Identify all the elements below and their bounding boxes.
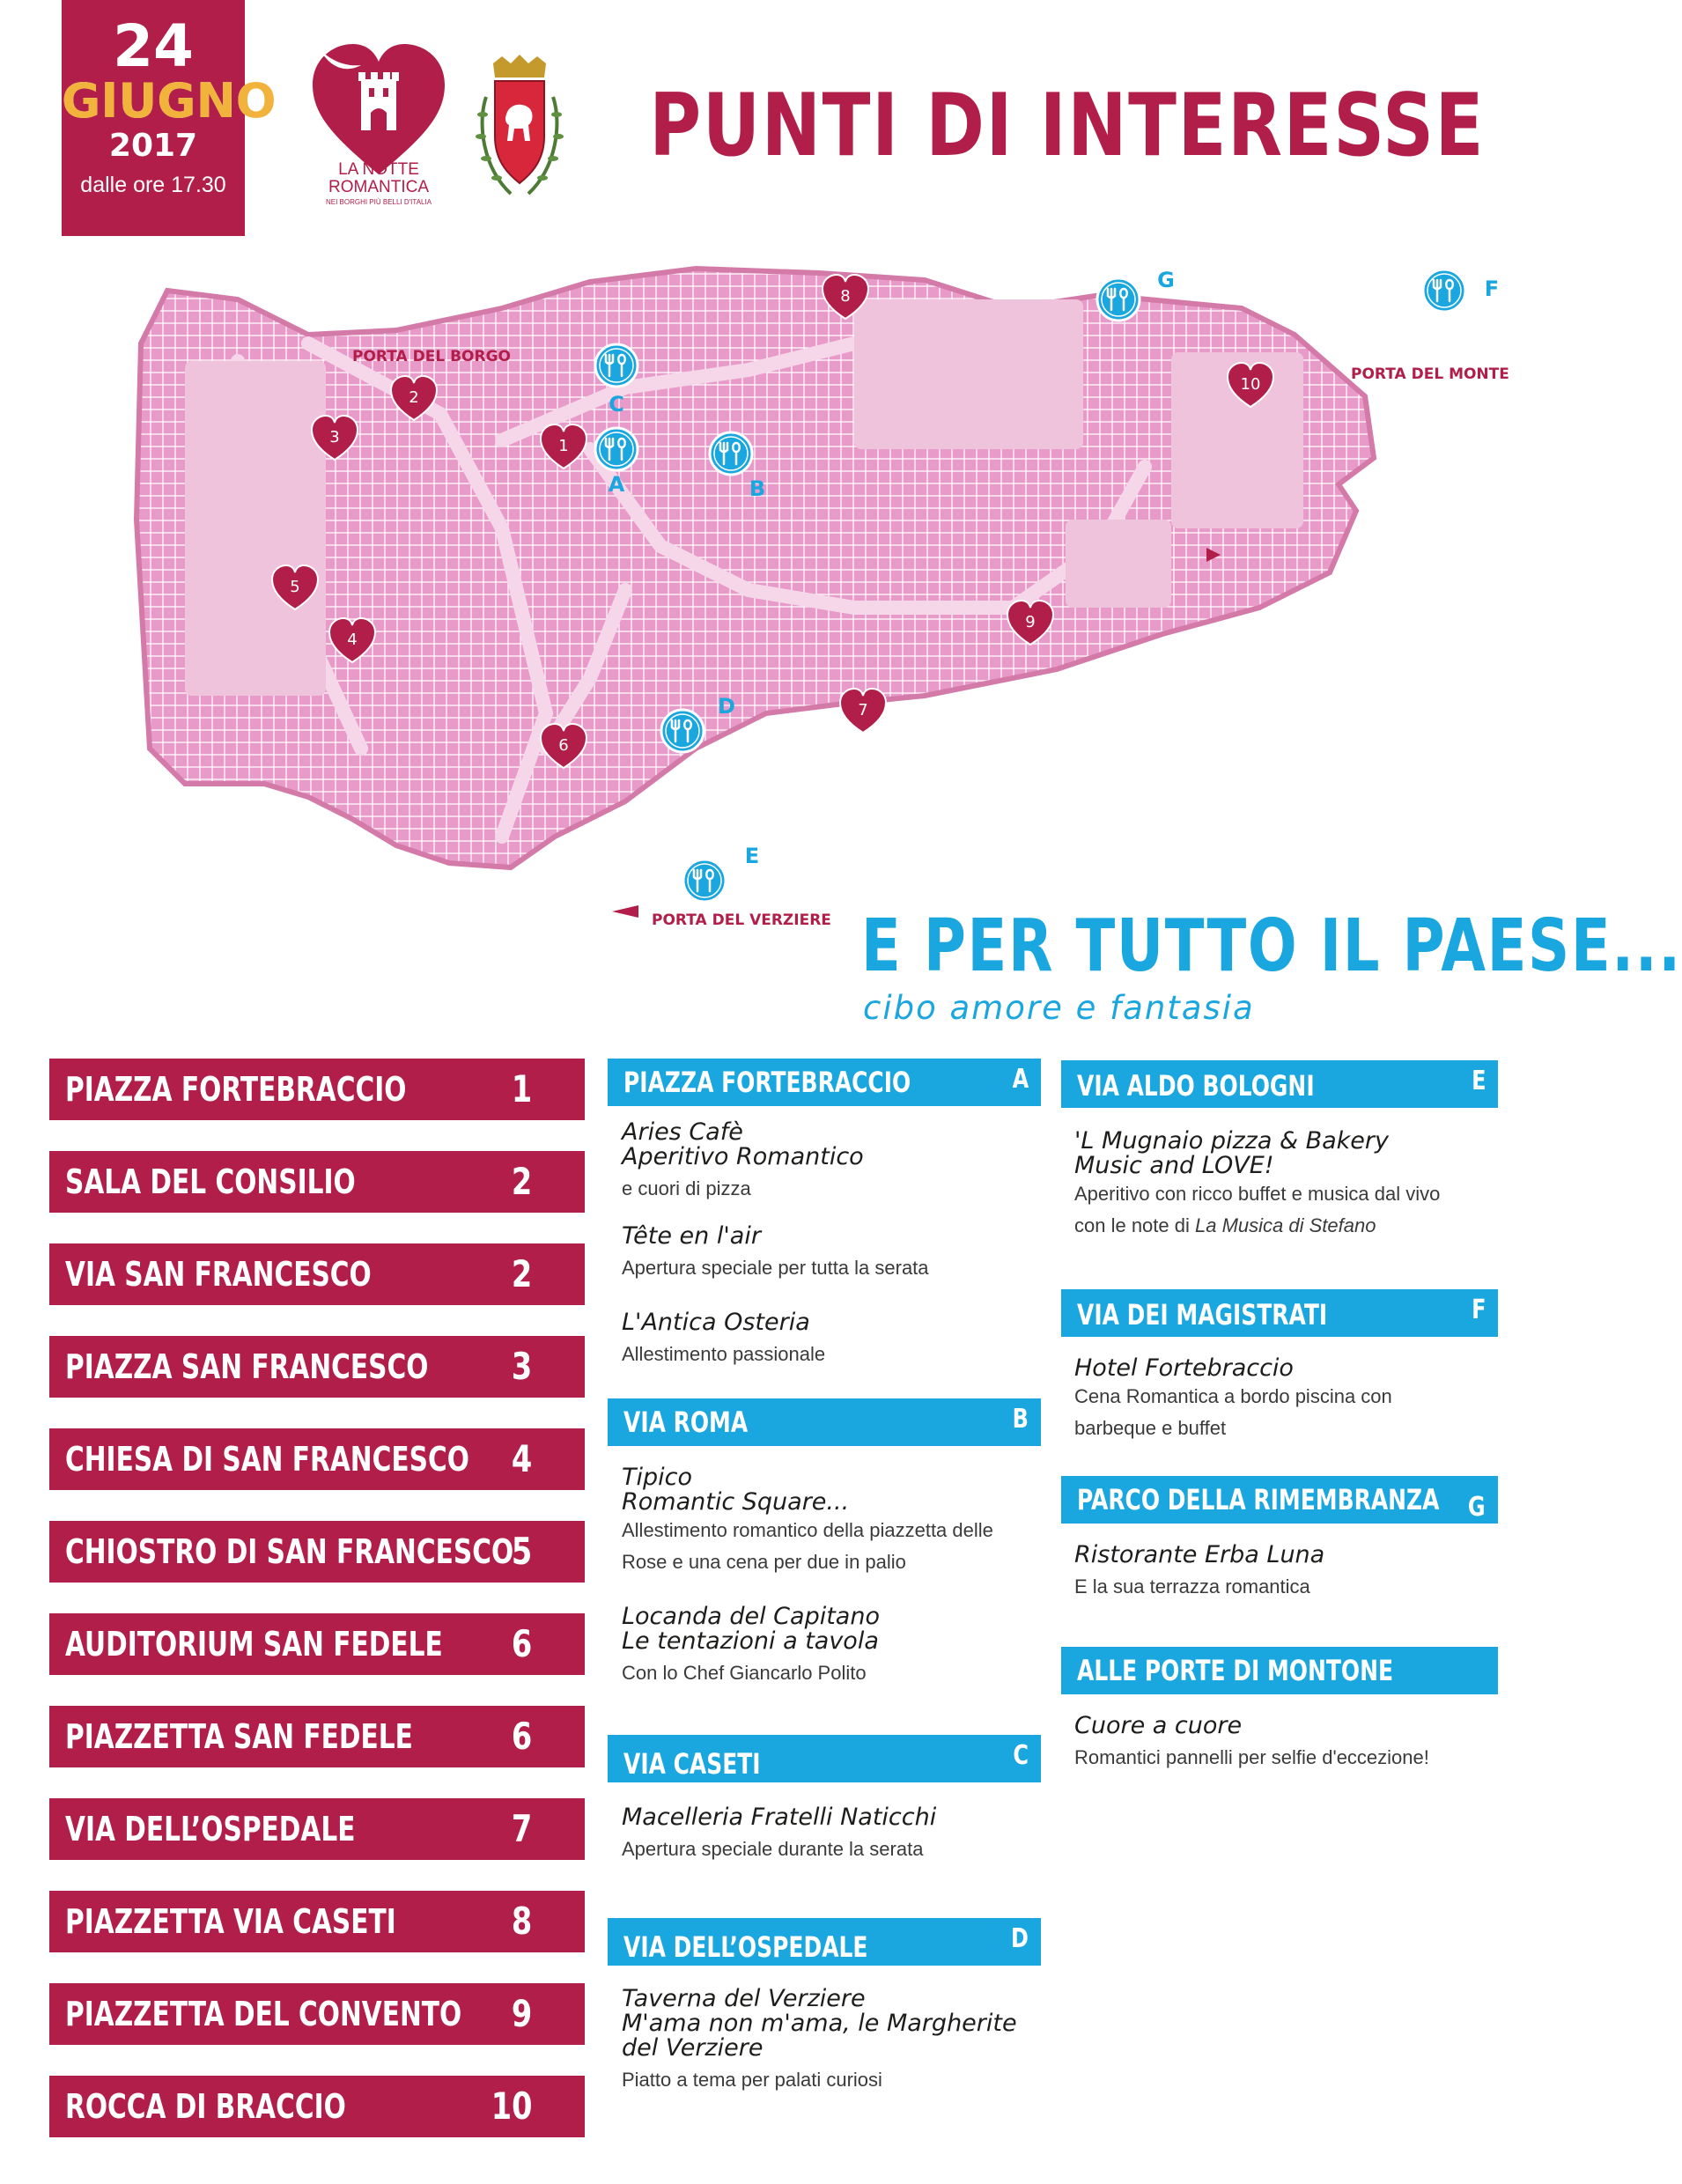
venue-taverna-del-verziere [622, 1987, 1017, 2096]
fork-spoon-icon[interactable] [683, 844, 759, 902]
poi-number: 10 [491, 2084, 532, 2128]
poi-name: PIAZZETTA VIA CASETI [65, 1902, 396, 1941]
tagline-sub: cibo amore e fantasia [863, 989, 1255, 1027]
venue-tipico [622, 1465, 993, 1578]
heart-icon[interactable] [840, 689, 886, 733]
heart-marker-label: 10 [1240, 375, 1261, 394]
poi-name: PIAZZETTA DEL CONVENTO [65, 1995, 462, 2033]
poi-row [49, 1151, 585, 1213]
venue-name: Taverna del Verziere [622, 1985, 866, 2012]
venue-antica-osteria [622, 1310, 825, 1370]
poi-row [49, 1983, 585, 2045]
venue-locanda-del-capitano [622, 1605, 880, 1689]
date-year: 2017 [108, 128, 198, 164]
section-header-f [1061, 1289, 1498, 1337]
poi-number: 2 [511, 1252, 532, 1295]
poi-number: 6 [511, 1715, 532, 1758]
venue-name: Hotel Fortebraccio [1074, 1354, 1294, 1382]
poi-number: 7 [511, 1807, 532, 1850]
venue-name: Cuore a cuore [1074, 1712, 1243, 1739]
venue-name: Le tentazioni a tavola [622, 1627, 879, 1655]
poi-number: 6 [511, 1622, 532, 1665]
venue-erba-luna [1074, 1543, 1324, 1603]
venue-hotel-fortebraccio [1074, 1356, 1392, 1444]
food-marker-label: A [608, 472, 625, 497]
venue-name: del Verziere [622, 2034, 764, 2062]
venue-description: barbeque e buffet [1074, 1417, 1227, 1439]
section-letter: G [1468, 1492, 1486, 1523]
fork-spoon-icon[interactable] [1423, 269, 1499, 312]
logo-text-3: NEI BORGHI PIÙ BELLI D'ITALIA [325, 198, 432, 206]
poi-number: 2 [511, 1160, 532, 1203]
poi-name: PIAZZA FORTEBRACCIO [65, 1070, 407, 1109]
poi-name: SALA DEL CONSILIO [65, 1162, 356, 1201]
venue-description: Con lo Chef Giancarlo Polito [622, 1662, 867, 1684]
heart-marker-label: 1 [558, 437, 569, 455]
venue-name: 'L Mugnaio pizza & Bakery [1074, 1127, 1389, 1155]
venue-name: L'Antica Osteria [622, 1309, 810, 1336]
gate-label-borgo: PORTA DEL BORGO [352, 348, 511, 365]
heart-marker-label: 6 [558, 736, 569, 755]
poi-number: 3 [511, 1345, 532, 1388]
heart-marker-label: 3 [329, 428, 340, 446]
poi-row [49, 1706, 585, 1767]
tagline-main: E PER TUTTO IL PAESE... [861, 904, 1682, 988]
venue-description: e cuori di pizza [622, 1177, 751, 1199]
poi-row [49, 1891, 585, 1952]
heart-marker-label: 7 [858, 701, 868, 719]
section-header-c [608, 1735, 1041, 1782]
venue-description: Allestimento romantico della piazzetta delle [622, 1519, 993, 1541]
logo-text-1: LA NOTTE [338, 160, 419, 179]
section-title: VIA DEI MAGISTRATI [1077, 1298, 1328, 1332]
poi-name: AUDITORIUM SAN FEDELE [65, 1625, 443, 1664]
poi-row [49, 1059, 585, 1120]
heart-marker-label: 5 [290, 578, 300, 596]
food-marker-label: G [1157, 268, 1175, 292]
food-marker-label: E [744, 844, 760, 868]
poi-name: PIAZZA SAN FRANCESCO [65, 1347, 429, 1386]
page-title: PUNTI DI INTERESSE [649, 76, 1485, 176]
venue-description: Rose e una cena per due in palio [622, 1551, 906, 1573]
section-title: VIA DELL’OSPEDALE [623, 1930, 868, 1964]
heart-marker-label: 8 [840, 287, 851, 306]
venue-description: Piatto a tema per palati curiosi [622, 2069, 882, 2091]
venue-macelleria-naticchi [622, 1805, 936, 1865]
venue-name: Aries Cafè [622, 1118, 743, 1146]
venue-description: Allestimento passionale [622, 1343, 826, 1365]
montone-crest [476, 53, 564, 211]
section-header-e [1061, 1060, 1498, 1108]
section-title: VIA ROMA [623, 1406, 749, 1439]
section-header-g [1061, 1476, 1498, 1524]
venue-name: Locanda del Capitano [622, 1603, 880, 1630]
poi-name: VIA SAN FRANCESCO [65, 1255, 372, 1294]
date-day: 24 [113, 12, 194, 80]
poi-row [49, 2076, 585, 2137]
poi-name: CHIESA DI SAN FRANCESCO [65, 1440, 469, 1479]
heart-marker-label: 4 [347, 631, 358, 649]
heart-marker-label: 2 [409, 388, 419, 407]
section-title: PARCO DELLA RIMEMBRANZA [1077, 1483, 1440, 1516]
poi-name: PIAZZETTA SAN FEDELE [65, 1717, 413, 1756]
food-marker-label: B [749, 476, 766, 501]
date-month: GIUGNO [62, 73, 277, 129]
logo-text-2: ROMANTICA [328, 178, 429, 196]
section-title: ALLE PORTE DI MONTONE [1077, 1654, 1394, 1687]
venue-aries [622, 1120, 864, 1205]
venue-tete-en-lair [622, 1224, 929, 1284]
section-header-a [608, 1059, 1041, 1106]
venue-name: Tipico [622, 1464, 692, 1491]
poi-number: 8 [511, 1900, 532, 1943]
poi-number: 1 [511, 1067, 532, 1110]
venue-name: Tête en l'air [622, 1222, 761, 1250]
gate-label-monte: PORTA DEL MONTE [1351, 365, 1509, 383]
venue-cuore-a-cuore [1074, 1714, 1429, 1774]
section-header-b [608, 1398, 1041, 1446]
venue-description: Cena Romantica a bordo piscina con [1074, 1385, 1392, 1407]
venue-description-artist: La Musica di Stefano [1194, 1214, 1376, 1236]
section-letter: D [1011, 1923, 1029, 1954]
venue-description: Apertura speciale per tutta la serata [622, 1257, 929, 1279]
poi-number: 4 [511, 1437, 532, 1480]
poi-row [49, 1521, 585, 1583]
venue-description: Romantici pannelli per selfie d'eccezione! [1074, 1746, 1429, 1768]
venue-name: Music and LOVE! [1074, 1152, 1274, 1179]
poi-row [49, 1798, 585, 1860]
poi-number: 5 [511, 1530, 532, 1573]
venue-description: Apertura speciale durante la serata [622, 1838, 924, 1860]
section-letter: F [1471, 1295, 1486, 1325]
date-time: dalle ore 17.30 [80, 173, 226, 197]
venue-name: M'ama non m'ama, le Margherite [622, 2010, 1017, 2037]
section-title: PIAZZA FORTEBRACCIO [623, 1066, 911, 1099]
section-header-d [608, 1918, 1041, 1966]
la-notte-romantica-logo [313, 42, 445, 210]
venue-name: Ristorante Erba Luna [1074, 1541, 1325, 1568]
poi-row [49, 1243, 585, 1305]
section-header-porte [1061, 1647, 1498, 1694]
venue-description: Aperitivo con ricco buffet e musica dal vivo [1074, 1183, 1441, 1205]
section-title: VIA CASETI [623, 1747, 761, 1781]
food-marker-label: D [718, 694, 735, 719]
venue-description: E la sua terrazza romantica [1074, 1575, 1310, 1597]
town-map [132, 255, 1541, 951]
gate-label-verziere: PORTA DEL VERZIERE [652, 911, 831, 929]
poi-name: ROCCA DI BRACCIO [65, 2087, 346, 2126]
section-title: VIA ALDO BOLOGNI [1077, 1069, 1315, 1103]
poi-row [49, 1336, 585, 1398]
poi-number: 9 [511, 1992, 532, 2035]
venue-l-mugnaio [1074, 1129, 1440, 1242]
poi-name: CHIOSTRO DI SAN FRANCESCO [65, 1532, 514, 1571]
poi-row [49, 1613, 585, 1675]
date-badge [62, 0, 277, 236]
food-marker-label: C [609, 392, 624, 417]
venue-name: Macelleria Fratelli Naticchi [622, 1804, 937, 1831]
food-marker-label: F [1484, 277, 1500, 301]
venue-name: Aperitivo Romantico [622, 1143, 864, 1170]
section-letter: B [1012, 1404, 1029, 1435]
heart-marker-label: 9 [1025, 613, 1036, 631]
venue-description [1074, 1210, 1440, 1242]
poi-row [49, 1428, 585, 1490]
section-letter: A [1012, 1064, 1029, 1095]
section-letter: C [1013, 1740, 1029, 1771]
venue-name: Romantic Square... [622, 1488, 850, 1516]
section-letter: E [1471, 1066, 1486, 1096]
venue-description-text: con le note di [1074, 1214, 1195, 1236]
poi-name: VIA DELL’OSPEDALE [65, 1810, 356, 1848]
